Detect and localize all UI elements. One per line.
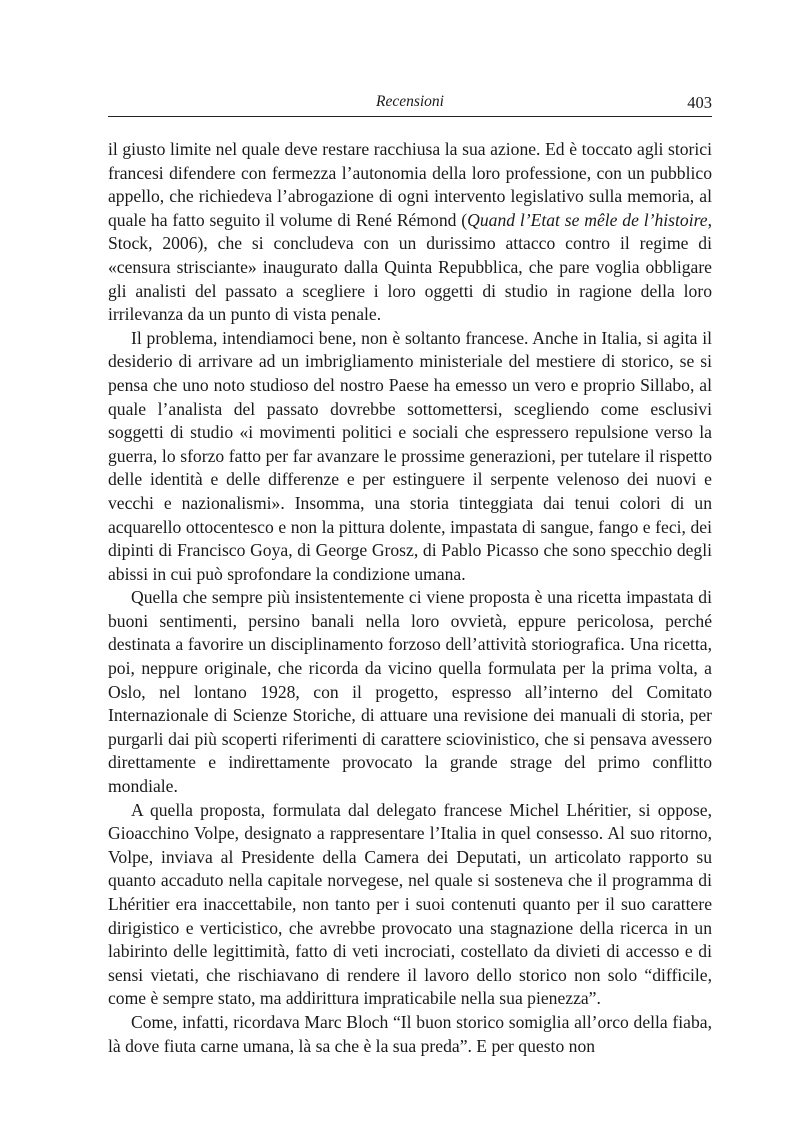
- running-head: Recensioni: [375, 93, 444, 110]
- header-rule: [108, 116, 712, 117]
- paragraph-4: A quella proposta, formulata dal delegato francese Michel Lhéritier, si oppose, Gioacchino Volpe, designato a rappresentare l’Italia in quel consesso. Al suo ritorno, Volpe, inviava al Presidente della Camera dei Deputati, un articolato rapporto su quanto accaduto nella capitale norvegese, nel quale si sosteneva che il programma di Lhéritier era inaccettabile, non tanto per i suoi contenuti quanto per il suo carattere dirigistico e verticistico, che avrebbe provocato una stagnazione della ricerca in un labirinto delle legittimità, fatto di veti incrociati, costellato da divieti di accesso e di sensi vietati, che rischiavano di rendere il lavoro dello storico non solo “difficile, come è sempre stato, ma addirittura impraticabile nella sua pienezza”.: [108, 799, 712, 1009]
- page-header: [108, 93, 712, 119]
- paragraph-2: Il problema, intendiamoci bene, non è soltanto francese. Anche in Italia, si agita il desiderio di arrivare ad un imbrigliamento ministeriale del mestiere di storico, se si pensa che uno noto studioso del nostro Paese ha emesso un vero e proprio Sillabo, al quale l’analista del passato dovrebbe sottomettersi, scegliendo come esclusivi soggetti di studio «i movimenti politici e sociali che espressero repulsione verso la guerra, lo sforzo fatto per far avanzare le prossime generazioni, per tutelare il rispetto delle identità e delle differenze e per estinguere il serpente velenoso dei nuovi e vecchi e nazionalismi». Insomma, una storia tinteggiata dai tenui colori di un acquarello ottocentesco e non la pittura dolente, impastata di sangue, fango e feci, dei dipinti di Francisco Goya, di George Grosz, di Pablo Picasso che sono specchio degli abissi in cui può sprofondare la condizione umana.: [108, 327, 712, 584]
- body-text: [108, 138, 712, 1058]
- paragraph-5: Come, infatti, ricordava Marc Bloch “Il buon storico somiglia all’orco della fiaba, là dove fiuta carne umana, là sa che è la sua preda”. E per questo non: [108, 1011, 712, 1056]
- page-number: 403: [687, 93, 712, 112]
- book-title: Quand l’Etat se mêle de l’histoire: [467, 209, 708, 230]
- paragraph-1-text-after: , Stock, 2006), che si concludeva con un durissimo attacco contro il regime di «censura strisciante» inaugurato dalla Quinta Repubblica, che pare voglia obbligare gli analisti del passato a scegliere i loro oggetti di studio in ragione della loro irrilevanza da un punto di vista penale.: [108, 209, 713, 325]
- paragraph-1: [108, 138, 712, 327]
- paragraph-3: Quella che sempre più insistentemente ci viene proposta è una ricetta impastata di buoni sentimenti, persino banali nella loro ovvietà, eppure pericolosa, perché destinata a favorire un disciplinamento forzoso dell’attività storiografica. Una ricetta, poi, neppure originale, che ricorda da vicino quella formulata per la prima volta, a Oslo, nel lontano 1928, con il progetto, espresso all’interno del Comitato Internazionale di Scienze Storiche, di attuare una revisione dei manuali di storia, per purgarli dai più scoperti riferimenti di carattere sciovinistico, che si pensava avessero direttamente e indirettamente provocato la grande strage del primo conflitto mondiale.: [108, 587, 712, 797]
- paragraph-1-text-before: il giusto limite nel quale deve restare racchiusa la sua azione. Ed è toccato agli storici francesi difendere con fermezza l’autonomia della loro professione, con un pubblico appello, che richiedeva l’abrogazione di ogni intervento legislativo sulla memoria, al quale ha fatto seguito il volume di René Rémond (: [108, 139, 712, 230]
